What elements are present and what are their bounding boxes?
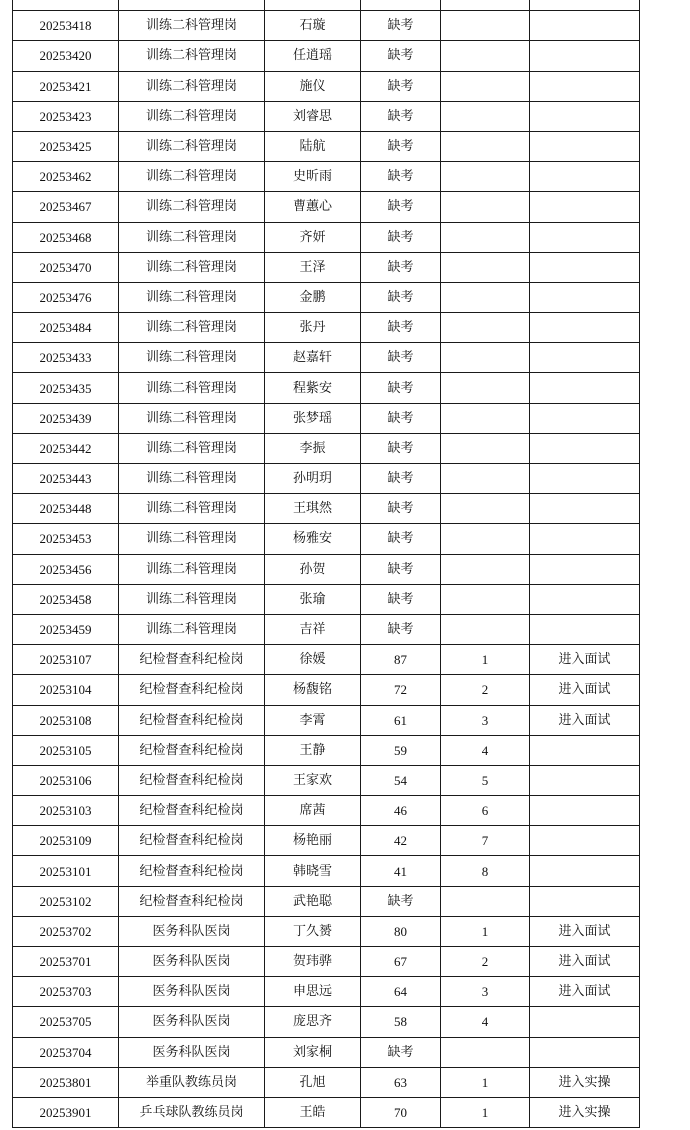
candidate-name-cell: 杨馥铭 — [265, 675, 361, 705]
candidate-name-cell: 孔旭 — [265, 1067, 361, 1097]
rank-cell — [441, 464, 530, 494]
post-cell: 纪检督查科纪检岗 — [119, 675, 265, 705]
table-row — [13, 433, 640, 463]
candidate-id-cell: 20253456 — [13, 554, 119, 584]
rank-cell: 2 — [441, 947, 530, 977]
remark-cell — [530, 765, 640, 795]
candidate-id-cell: 20253470 — [13, 252, 119, 282]
table-row — [13, 826, 640, 856]
remark-cell — [530, 856, 640, 886]
candidate-name-cell: 曹蕙心 — [265, 192, 361, 222]
remark-cell — [530, 1007, 640, 1037]
candidate-id-cell: 20253901 — [13, 1097, 119, 1127]
rank-cell — [441, 886, 530, 916]
candidate-id-cell: 20253104 — [13, 675, 119, 705]
post-cell: 训练二科管理岗 — [119, 131, 265, 161]
post-cell: 训练二科管理岗 — [119, 524, 265, 554]
remark-cell: 进入面试 — [530, 947, 640, 977]
remark-cell — [530, 554, 640, 584]
post-cell: 训练二科管理岗 — [119, 343, 265, 373]
rank-cell — [441, 41, 530, 71]
candidate-id-cell: 20253109 — [13, 826, 119, 856]
remark-cell — [530, 614, 640, 644]
remark-cell — [530, 886, 640, 916]
remark-cell — [530, 222, 640, 252]
table-row — [13, 162, 640, 192]
rank-cell: 3 — [441, 977, 530, 1007]
remark-cell — [530, 494, 640, 524]
score-cell: 缺考 — [361, 282, 441, 312]
rank-cell — [441, 313, 530, 343]
table-row — [13, 916, 640, 946]
rank-cell: 1 — [441, 916, 530, 946]
score-cell: 缺考 — [361, 403, 441, 433]
candidate-id-cell: 20253439 — [13, 403, 119, 433]
remark-cell — [530, 343, 640, 373]
score-cell: 缺考 — [361, 313, 441, 343]
rank-cell — [441, 614, 530, 644]
post-cell: 训练二科管理岗 — [119, 11, 265, 41]
table-row — [13, 11, 640, 41]
candidate-name-cell: 武艳聪 — [265, 886, 361, 916]
candidate-name-cell: 杨艳丽 — [265, 826, 361, 856]
remark-cell — [530, 826, 640, 856]
remark-cell — [530, 1037, 640, 1067]
rank-cell: 5 — [441, 765, 530, 795]
score-cell: 46 — [361, 796, 441, 826]
table-row — [13, 1007, 640, 1037]
candidate-id-cell: 20253420 — [13, 41, 119, 71]
candidate-id-cell: 20253101 — [13, 856, 119, 886]
post-cell: 医务科队医岗 — [119, 977, 265, 1007]
rank-cell — [441, 101, 530, 131]
post-cell: 训练二科管理岗 — [119, 252, 265, 282]
candidate-id-cell: 20253107 — [13, 645, 119, 675]
score-cell: 缺考 — [361, 252, 441, 282]
table-row — [13, 343, 640, 373]
table-row — [13, 554, 640, 584]
candidate-name-cell: 王泽 — [265, 252, 361, 282]
candidate-name-cell: 席茜 — [265, 796, 361, 826]
candidate-name-cell: 齐妍 — [265, 222, 361, 252]
post-cell: 纪检督查科纪检岗 — [119, 735, 265, 765]
remark-cell: 进入面试 — [530, 977, 640, 1007]
score-cell: 缺考 — [361, 524, 441, 554]
post-cell: 训练二科管理岗 — [119, 614, 265, 644]
rank-cell — [441, 524, 530, 554]
table-row — [13, 192, 640, 222]
post-cell: 训练二科管理岗 — [119, 192, 265, 222]
remark-cell — [530, 11, 640, 41]
score-cell: 缺考 — [361, 71, 441, 101]
post-cell: 纪检督查科纪检岗 — [119, 886, 265, 916]
rank-cell — [441, 494, 530, 524]
table-row — [13, 614, 640, 644]
rank-cell: 4 — [441, 1007, 530, 1037]
candidate-name-cell: 史昕雨 — [265, 162, 361, 192]
post-cell: 训练二科管理岗 — [119, 222, 265, 252]
remark-cell — [530, 313, 640, 343]
rank-cell: 1 — [441, 645, 530, 675]
post-cell: 纪检督查科纪检岗 — [119, 856, 265, 886]
post-cell: 医务科队医岗 — [119, 916, 265, 946]
table-row — [13, 131, 640, 161]
remark-cell: 进入面试 — [530, 645, 640, 675]
score-cell: 70 — [361, 1097, 441, 1127]
table-row — [13, 796, 640, 826]
score-cell: 缺考 — [361, 886, 441, 916]
candidate-id-cell: 20253484 — [13, 313, 119, 343]
remark-cell — [530, 584, 640, 614]
score-cell: 缺考 — [361, 554, 441, 584]
score-cell: 缺考 — [361, 101, 441, 131]
post-cell — [119, 0, 265, 11]
rank-cell: 1 — [441, 1067, 530, 1097]
remark-cell — [530, 192, 640, 222]
candidate-name-cell: 李振 — [265, 433, 361, 463]
remark-cell — [530, 796, 640, 826]
post-cell: 纪检督查科纪检岗 — [119, 645, 265, 675]
table-row — [13, 222, 640, 252]
score-cell: 64 — [361, 977, 441, 1007]
table-row — [13, 947, 640, 977]
rank-cell — [441, 1037, 530, 1067]
candidate-id-cell: 20253701 — [13, 947, 119, 977]
candidate-name-cell: 石璇 — [265, 11, 361, 41]
table-row — [13, 735, 640, 765]
candidate-id-cell: 20253423 — [13, 101, 119, 131]
post-cell: 纪检督查科纪检岗 — [119, 765, 265, 795]
rank-cell: 3 — [441, 705, 530, 735]
post-cell: 训练二科管理岗 — [119, 433, 265, 463]
remark-cell — [530, 464, 640, 494]
candidate-id-cell — [13, 0, 119, 11]
score-cell: 80 — [361, 916, 441, 946]
post-cell: 训练二科管理岗 — [119, 373, 265, 403]
candidate-id-cell: 20253102 — [13, 886, 119, 916]
score-cell: 61 — [361, 705, 441, 735]
post-cell: 训练二科管理岗 — [119, 494, 265, 524]
candidate-name-cell: 王琪然 — [265, 494, 361, 524]
post-cell: 举重队教练员岗 — [119, 1067, 265, 1097]
candidate-name-cell: 张瑜 — [265, 584, 361, 614]
rank-cell: 7 — [441, 826, 530, 856]
remark-cell — [530, 252, 640, 282]
remark-cell: 进入面试 — [530, 675, 640, 705]
candidate-name-cell: 赵嘉轩 — [265, 343, 361, 373]
candidate-id-cell: 20253468 — [13, 222, 119, 252]
candidate-name-cell: 韩晓雪 — [265, 856, 361, 886]
score-cell: 41 — [361, 856, 441, 886]
score-cell — [361, 0, 441, 11]
rank-cell — [441, 554, 530, 584]
candidate-name-cell: 张丹 — [265, 313, 361, 343]
remark-cell: 进入实操 — [530, 1067, 640, 1097]
remark-cell — [530, 131, 640, 161]
score-cell: 缺考 — [361, 11, 441, 41]
candidate-name-cell: 王皓 — [265, 1097, 361, 1127]
rank-cell — [441, 584, 530, 614]
candidate-id-cell: 20253705 — [13, 1007, 119, 1037]
results-table-body — [13, 0, 640, 1128]
table-row — [13, 373, 640, 403]
candidate-name-cell: 申思远 — [265, 977, 361, 1007]
candidate-name-cell: 徐媛 — [265, 645, 361, 675]
table-row — [13, 675, 640, 705]
table-row — [13, 41, 640, 71]
table-row — [13, 584, 640, 614]
remark-cell — [530, 373, 640, 403]
candidate-id-cell: 20253476 — [13, 282, 119, 312]
candidate-name-cell: 任逍瑶 — [265, 41, 361, 71]
candidate-name-cell: 杨雅安 — [265, 524, 361, 554]
candidate-id-cell: 20253103 — [13, 796, 119, 826]
table-row — [13, 524, 640, 554]
score-cell: 63 — [361, 1067, 441, 1097]
candidate-id-cell: 20253108 — [13, 705, 119, 735]
rank-cell — [441, 131, 530, 161]
score-cell: 缺考 — [361, 494, 441, 524]
rank-cell — [441, 252, 530, 282]
score-cell: 72 — [361, 675, 441, 705]
post-cell: 纪检督查科纪检岗 — [119, 826, 265, 856]
remark-cell — [530, 0, 640, 11]
rank-cell — [441, 433, 530, 463]
table-row — [13, 71, 640, 101]
rank-cell — [441, 11, 530, 41]
table-row — [13, 977, 640, 1007]
remark-cell — [530, 735, 640, 765]
candidate-name-cell: 李霄 — [265, 705, 361, 735]
score-cell: 42 — [361, 826, 441, 856]
candidate-id-cell: 20253453 — [13, 524, 119, 554]
score-cell: 67 — [361, 947, 441, 977]
candidate-name-cell: 刘家桐 — [265, 1037, 361, 1067]
post-cell: 纪检督查科纪检岗 — [119, 796, 265, 826]
table-row — [13, 282, 640, 312]
rank-cell — [441, 403, 530, 433]
rank-cell: 4 — [441, 735, 530, 765]
score-cell: 缺考 — [361, 464, 441, 494]
candidate-id-cell: 20253425 — [13, 131, 119, 161]
post-cell: 训练二科管理岗 — [119, 162, 265, 192]
rank-cell — [441, 222, 530, 252]
candidate-name-cell: 庞思齐 — [265, 1007, 361, 1037]
score-cell: 缺考 — [361, 131, 441, 161]
remark-cell — [530, 403, 640, 433]
post-cell: 训练二科管理岗 — [119, 101, 265, 131]
candidate-id-cell: 20253448 — [13, 494, 119, 524]
post-cell: 训练二科管理岗 — [119, 282, 265, 312]
rank-cell — [441, 71, 530, 101]
score-cell: 58 — [361, 1007, 441, 1037]
post-cell: 训练二科管理岗 — [119, 71, 265, 101]
post-cell: 乒乓球队教练员岗 — [119, 1097, 265, 1127]
score-cell: 缺考 — [361, 614, 441, 644]
remark-cell — [530, 433, 640, 463]
post-cell: 医务科队医岗 — [119, 1037, 265, 1067]
table-row — [13, 1037, 640, 1067]
table-row — [13, 645, 640, 675]
table-row — [13, 252, 640, 282]
candidate-name-cell: 孙明玥 — [265, 464, 361, 494]
rank-cell — [441, 162, 530, 192]
candidate-id-cell: 20253106 — [13, 765, 119, 795]
table-row — [13, 494, 640, 524]
candidate-name-cell: 贺玮骅 — [265, 947, 361, 977]
candidate-id-cell: 20253801 — [13, 1067, 119, 1097]
rank-cell — [441, 192, 530, 222]
candidate-id-cell: 20253704 — [13, 1037, 119, 1067]
score-cell: 87 — [361, 645, 441, 675]
post-cell: 纪检督查科纪检岗 — [119, 705, 265, 735]
candidate-id-cell: 20253703 — [13, 977, 119, 1007]
post-cell: 医务科队医岗 — [119, 1007, 265, 1037]
candidate-id-cell: 20253467 — [13, 192, 119, 222]
score-cell: 缺考 — [361, 222, 441, 252]
rank-cell — [441, 343, 530, 373]
table-row — [13, 886, 640, 916]
candidate-id-cell: 20253702 — [13, 916, 119, 946]
candidate-name-cell: 陆航 — [265, 131, 361, 161]
candidate-name-cell: 王家欢 — [265, 765, 361, 795]
table-row — [13, 1097, 640, 1127]
candidate-id-cell: 20253442 — [13, 433, 119, 463]
rank-cell: 6 — [441, 796, 530, 826]
candidate-name-cell: 金鹏 — [265, 282, 361, 312]
candidate-name-cell: 张梦瑶 — [265, 403, 361, 433]
table-row — [13, 765, 640, 795]
rank-cell: 8 — [441, 856, 530, 886]
score-cell: 缺考 — [361, 1037, 441, 1067]
candidate-name-cell: 王静 — [265, 735, 361, 765]
post-cell: 训练二科管理岗 — [119, 464, 265, 494]
remark-cell — [530, 162, 640, 192]
post-cell: 训练二科管理岗 — [119, 41, 265, 71]
table-row — [13, 403, 640, 433]
candidate-name-cell — [265, 0, 361, 11]
candidate-name-cell: 刘睿思 — [265, 101, 361, 131]
candidate-name-cell: 吉祥 — [265, 614, 361, 644]
candidate-id-cell: 20253443 — [13, 464, 119, 494]
score-cell: 缺考 — [361, 343, 441, 373]
remark-cell — [530, 41, 640, 71]
candidate-id-cell: 20253462 — [13, 162, 119, 192]
post-cell: 医务科队医岗 — [119, 947, 265, 977]
table-row — [13, 464, 640, 494]
score-cell: 缺考 — [361, 41, 441, 71]
candidate-id-cell: 20253459 — [13, 614, 119, 644]
remark-cell — [530, 524, 640, 554]
remark-cell — [530, 71, 640, 101]
table-row — [13, 0, 640, 11]
table-row — [13, 856, 640, 886]
remark-cell: 进入面试 — [530, 916, 640, 946]
post-cell: 训练二科管理岗 — [119, 313, 265, 343]
candidate-id-cell: 20253421 — [13, 71, 119, 101]
candidate-id-cell: 20253458 — [13, 584, 119, 614]
score-cell: 54 — [361, 765, 441, 795]
score-cell: 缺考 — [361, 433, 441, 463]
remark-cell — [530, 282, 640, 312]
score-cell: 缺考 — [361, 373, 441, 403]
table-row — [13, 1067, 640, 1097]
score-cell: 缺考 — [361, 192, 441, 222]
candidate-id-cell: 20253105 — [13, 735, 119, 765]
remark-cell — [530, 101, 640, 131]
table-row — [13, 101, 640, 131]
post-cell: 训练二科管理岗 — [119, 554, 265, 584]
score-cell: 59 — [361, 735, 441, 765]
post-cell: 训练二科管理岗 — [119, 584, 265, 614]
rank-cell: 1 — [441, 1097, 530, 1127]
rank-cell — [441, 373, 530, 403]
rank-cell: 2 — [441, 675, 530, 705]
candidate-id-cell: 20253433 — [13, 343, 119, 373]
rank-cell — [441, 0, 530, 11]
rank-cell — [441, 282, 530, 312]
score-cell: 缺考 — [361, 162, 441, 192]
table-row — [13, 313, 640, 343]
exam-results-table — [12, 0, 640, 1128]
candidate-id-cell: 20253435 — [13, 373, 119, 403]
candidate-name-cell: 程紫安 — [265, 373, 361, 403]
candidate-name-cell: 施仪 — [265, 71, 361, 101]
candidate-name-cell: 丁久赟 — [265, 916, 361, 946]
table-row — [13, 705, 640, 735]
candidate-id-cell: 20253418 — [13, 11, 119, 41]
remark-cell: 进入面试 — [530, 705, 640, 735]
remark-cell: 进入实操 — [530, 1097, 640, 1127]
candidate-name-cell: 孙贺 — [265, 554, 361, 584]
post-cell: 训练二科管理岗 — [119, 403, 265, 433]
score-cell: 缺考 — [361, 584, 441, 614]
